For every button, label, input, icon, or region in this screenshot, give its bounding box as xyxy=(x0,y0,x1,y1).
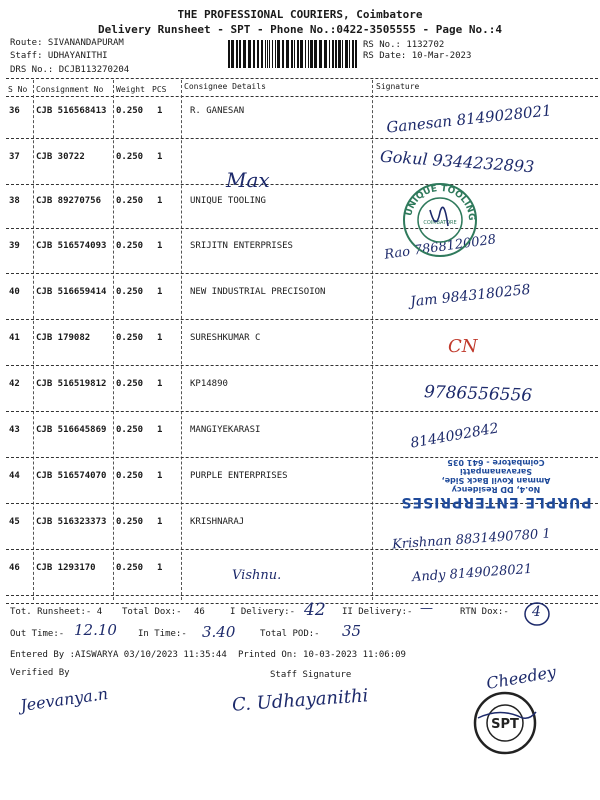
handwritten-vishnu: Vishnu. xyxy=(232,568,282,583)
col-sep xyxy=(181,80,182,600)
header-top-rule xyxy=(6,78,598,79)
col-signature: Signature xyxy=(376,82,420,91)
row-consignee: SRIJITN ENTERPRISES xyxy=(190,241,293,251)
row-cons: CJB 516574070 xyxy=(36,471,107,481)
row-cons: CJB 516519812 xyxy=(36,379,107,389)
row-consignee: PURPLE ENTERPRISES xyxy=(190,471,288,481)
row-separator xyxy=(6,138,598,139)
verifier-signature: Jeevanya.n xyxy=(19,683,110,716)
col-consignee: Consignee Details xyxy=(184,82,266,91)
rtn-dox-value: 4 xyxy=(532,604,541,620)
barcode xyxy=(228,40,360,70)
row-weight: 0.250 xyxy=(116,287,144,297)
header-bottom-rule xyxy=(6,96,598,97)
row-pcs: 1 xyxy=(157,196,163,206)
row-separator xyxy=(6,595,598,596)
row-signature: CN xyxy=(448,336,478,357)
svg-text:UNIQUE TOOLING: UNIQUE TOOLING xyxy=(404,183,477,221)
row-cons: CJB 89270756 xyxy=(36,196,102,206)
col-consignment: Consignment No xyxy=(36,85,104,94)
in-time-label: In Time:- xyxy=(138,629,187,639)
row-weight: 0.250 xyxy=(116,106,144,116)
svg-text:SPT: SPT xyxy=(491,717,519,732)
col-sno: S No xyxy=(8,85,28,94)
row-sno: 39 xyxy=(9,241,20,251)
row-sno: 40 xyxy=(9,287,20,297)
row-separator xyxy=(6,365,598,366)
row-cons: CJB 516323373 xyxy=(36,517,107,527)
row-consignee: KP14890 xyxy=(190,379,228,389)
row-sno: 42 xyxy=(9,379,20,389)
row-cons: CJB 516574093 xyxy=(36,241,107,251)
purple-enterprises-stamp xyxy=(396,440,596,510)
row-weight: 0.250 xyxy=(116,241,144,251)
printed-on: Printed On: 10-03-2023 11:06:09 xyxy=(238,650,406,660)
total-dox-value: 46 xyxy=(194,607,205,617)
row-pcs: 1 xyxy=(157,517,163,527)
row-separator xyxy=(6,228,598,229)
col-sep xyxy=(113,80,114,600)
out-time-label: Out Time:- xyxy=(10,629,65,639)
total-pod-label: Total POD:- xyxy=(260,629,320,639)
row-weight: 0.250 xyxy=(116,563,144,573)
row-sno: 37 xyxy=(9,152,20,162)
row-weight: 0.250 xyxy=(116,152,144,162)
row-weight: 0.250 xyxy=(116,333,144,343)
stamp-line: Coimbatore - 641 035 xyxy=(447,458,545,467)
ii-delivery-value: — xyxy=(420,601,433,616)
row-separator xyxy=(6,549,598,550)
row-pcs: 1 xyxy=(157,152,163,162)
tot-runsheet: Tot. Runsheet:- 4 xyxy=(10,607,103,617)
col-sep xyxy=(33,80,34,600)
row-signature: Jam 9843180258 xyxy=(409,281,532,311)
row-pcs: 1 xyxy=(157,563,163,573)
row-cons: CJB 516568413 xyxy=(36,106,107,116)
row-consignee: UNIQUE TOOLING xyxy=(190,196,266,206)
report-title: THE PROFESSIONAL COURIERS, Coimbatore xyxy=(177,8,423,21)
footer-top-rule xyxy=(6,603,598,604)
row-sno: 45 xyxy=(9,517,20,527)
col-sep xyxy=(372,80,373,600)
out-time-value: 12.10 xyxy=(74,621,117,639)
report-subtitle: Delivery Runsheet - SPT - Phone No.:0422-3505555 - Page No.:4 xyxy=(98,23,502,36)
col-pcs: PCS xyxy=(152,85,167,94)
stamp-company: PURPLE ENTERPRISES xyxy=(400,494,592,510)
row-weight: 0.250 xyxy=(116,196,144,206)
unique-tooling-stamp xyxy=(400,180,480,260)
row-sno: 41 xyxy=(9,333,20,343)
row-consignee: MANGIYEKARASI xyxy=(190,425,261,435)
rs-number: RS No.: 1132702 xyxy=(363,40,445,50)
row-pcs: 1 xyxy=(157,106,163,116)
row-separator xyxy=(6,411,598,412)
row-signature: 9786556556 xyxy=(423,382,533,406)
i-delivery-label: I Delivery:- xyxy=(230,607,296,617)
row-pcs: 1 xyxy=(157,287,163,297)
total-pod-value: 35 xyxy=(342,622,362,640)
col-weight: Weight xyxy=(116,85,145,94)
total-dox-label: Total Dox:- xyxy=(122,607,182,617)
staff-label: Staff: UDHAYANITHI xyxy=(10,51,108,61)
row-cons: CJB 516659414 xyxy=(36,287,107,297)
ii-delivery-label: II Delivery:- xyxy=(342,607,413,617)
verified-by-label: Verified By xyxy=(10,668,70,678)
row-pcs: 1 xyxy=(157,471,163,481)
entered-by: Entered By :AISWARYA 03/10/2023 11:35:44 xyxy=(10,650,227,660)
row-signature: Ganesan 8149028021 xyxy=(385,101,553,137)
rtn-dox-label: RTN Dox:- xyxy=(460,607,509,617)
stamp-line: Saravanampatti xyxy=(459,467,533,476)
rs-date: RS Date: 10-Mar-2023 xyxy=(363,51,472,61)
drs-number: DRS No.: DCJB113270204 xyxy=(10,65,130,75)
row-cons: CJB 30722 xyxy=(36,152,85,162)
row-consignee: R. GANESAN xyxy=(190,106,245,116)
row-cons: CJB 179082 xyxy=(36,333,91,343)
row-sno: 46 xyxy=(9,563,20,573)
row-sno: 38 xyxy=(9,196,20,206)
staff-signature-label: Staff Signature xyxy=(270,670,352,680)
i-delivery-value: 42 xyxy=(304,600,326,620)
row-sno: 44 xyxy=(9,471,20,481)
row-pcs: 1 xyxy=(157,425,163,435)
stamp-line: No.4, DD Residency xyxy=(451,485,541,494)
handwritten-max: Max xyxy=(226,168,270,192)
stamp-line: Amman Kovil Back Side, xyxy=(441,476,551,485)
row-separator xyxy=(6,273,598,274)
row-consignee: KRISHNARAJ xyxy=(190,517,245,527)
corner-signature: Cheedey xyxy=(484,662,558,693)
row-pcs: 1 xyxy=(157,333,163,343)
svg-text:COIMBATORE: COIMBATORE xyxy=(423,220,457,226)
spt-stamp xyxy=(470,688,540,758)
row-weight: 0.250 xyxy=(116,471,144,481)
row-signature: Rao 7868120028 xyxy=(383,232,498,263)
row-separator xyxy=(6,184,598,185)
row-cons: CJB 516645869 xyxy=(36,425,107,435)
row-consignee: NEW INDUSTRIAL PRECISOION xyxy=(190,287,326,297)
staff-signature: C. Udhayanithi xyxy=(231,685,370,716)
row-consignee: SURESHKUMAR C xyxy=(190,333,261,343)
row-weight: 0.250 xyxy=(116,425,144,435)
row-signature: Krishnan 8831490780 1 xyxy=(391,526,552,553)
row-pcs: 1 xyxy=(157,379,163,389)
row-cons: CJB 1293170 xyxy=(36,563,96,573)
row-signature: Andy 8149028021 xyxy=(411,561,533,586)
row-sno: 36 xyxy=(9,106,20,116)
row-weight: 0.250 xyxy=(116,379,144,389)
row-separator xyxy=(6,319,598,320)
row-sno: 43 xyxy=(9,425,20,435)
row-pcs: 1 xyxy=(157,241,163,251)
route-label: Route: SIVANANDAPURAM xyxy=(10,38,124,48)
row-signature: 8144092842 xyxy=(409,420,500,452)
row-signature: Gokul 9344232893 xyxy=(379,146,535,177)
in-time-value: 3.40 xyxy=(202,623,236,641)
row-weight: 0.250 xyxy=(116,517,144,527)
